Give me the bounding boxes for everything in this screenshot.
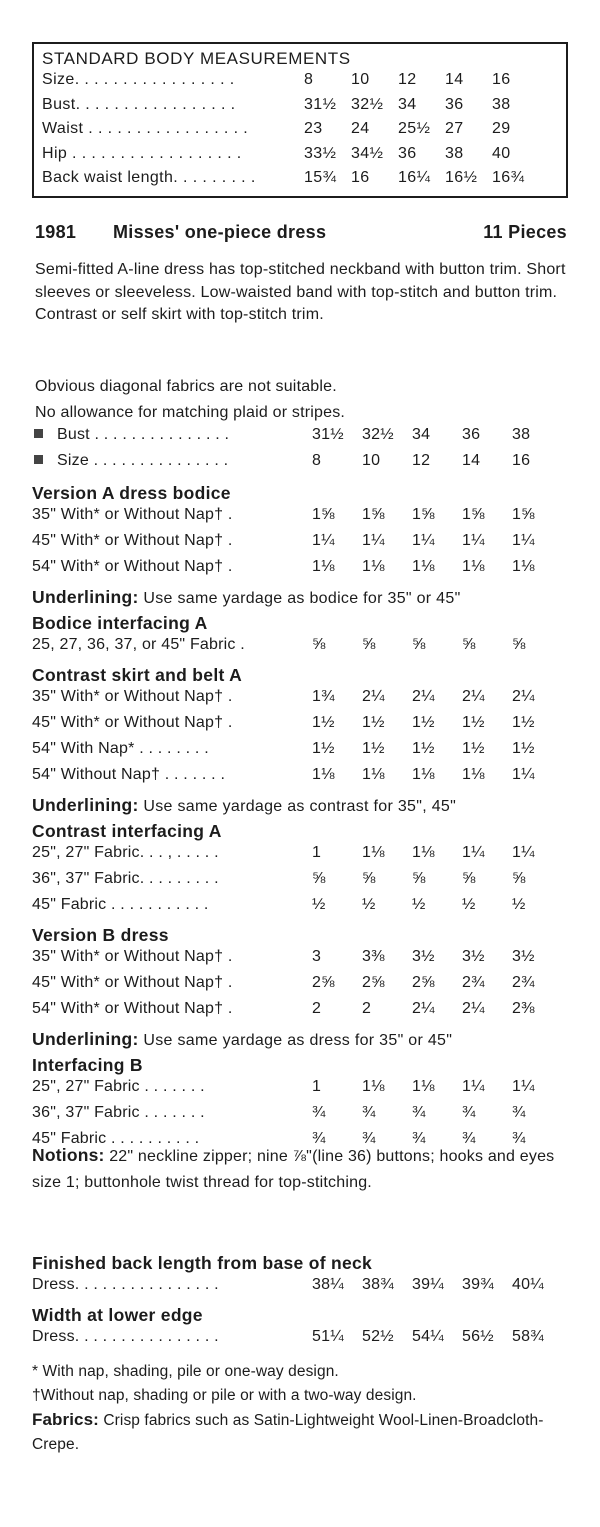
yardage-chart <box>32 480 572 1156</box>
bust-size-value: 14 <box>462 452 481 469</box>
yardage-value: 2⅝ <box>312 974 335 991</box>
yardage-value: 39¾ <box>462 1276 494 1293</box>
measurement-value: 16 <box>351 169 370 186</box>
measurement-value: 27 <box>445 120 464 137</box>
pattern-pieces: 11 Pieces <box>483 222 567 242</box>
yardage-value: 1¼ <box>512 1078 535 1095</box>
yardage-value: 1½ <box>512 714 535 731</box>
section-heading-text: Finished back length from base of neck <box>32 1253 373 1273</box>
measurement-row <box>42 96 566 121</box>
yardage-label: 25, 27, 36, 37, or 45" Fabric . <box>32 636 245 653</box>
yardage-label: 54" With* or Without Nap† . <box>32 1000 233 1017</box>
bust-size-value: 32½ <box>362 426 394 443</box>
section-heading-note: Use same yardage as bodice for 35" or 45" <box>138 590 461 607</box>
yardage-value: 1⅝ <box>362 506 385 523</box>
yardage-value: 1¼ <box>312 532 335 549</box>
footnote-with-nap: * With nap, shading, pile or one-way design. <box>32 1363 339 1380</box>
pattern-description: Semi-fitted A-line dress has top-stitched neckband with button trim. Short sleeves or sleeveless. Low-waisted band with top-stitch and button trim. Contrast or self skirt with top-stitch trim. <box>35 261 566 323</box>
yardage-value: 2⅝ <box>412 974 435 991</box>
yardage-value: 2 <box>312 1000 322 1017</box>
standard-body-measurements-table <box>32 42 568 198</box>
note-plaid: No allowance for matching plaid or stripes. <box>35 404 346 421</box>
yardage-value: ⅝ <box>512 636 526 653</box>
yardage-label: 54" Without Nap† . . . . . . . <box>32 766 226 783</box>
yardage-value: 51¼ <box>312 1328 344 1345</box>
measurement-value: 33½ <box>304 144 337 162</box>
yardage-value: 1⅛ <box>362 1078 385 1095</box>
yardage-value: 1½ <box>512 740 535 757</box>
section-heading-note: Use same yardage as dress for 35" or 45" <box>138 1032 453 1049</box>
yardage-row <box>32 636 572 662</box>
yardage-value: ¾ <box>462 1104 476 1121</box>
yardage-value: 3½ <box>462 948 485 965</box>
yardage-label: 54" With Nap* . . . . . . . . <box>32 740 209 757</box>
yardage-value: 1½ <box>462 740 485 757</box>
measurement-value: 31½ <box>304 95 337 113</box>
measurement-row <box>42 145 566 170</box>
measurement-row <box>42 71 566 96</box>
fabrics-note <box>32 1408 572 1457</box>
yardage-label: 35" With* or Without Nap† . <box>32 948 233 965</box>
measurement-row <box>42 169 566 194</box>
section-heading <box>32 662 572 688</box>
section-heading-text: Bodice interfacing A <box>32 613 208 633</box>
yardage-value: 2⅜ <box>512 1000 535 1017</box>
measurement-value: 16¼ <box>398 169 431 186</box>
yardage-value: ¾ <box>312 1104 326 1121</box>
yardage-row <box>32 688 572 714</box>
yardage-value: 2¼ <box>462 688 485 705</box>
yardage-label: 35" With* or Without Nap† . <box>32 506 233 523</box>
yardage-value: ¾ <box>512 1104 526 1121</box>
yardage-value: 56½ <box>462 1328 494 1345</box>
yardage-value: 1¼ <box>412 532 435 549</box>
yardage-row <box>32 844 572 870</box>
bust-size-value: 10 <box>362 452 381 469</box>
bust-size-value: 8 <box>312 452 322 469</box>
bust-size-value: 38 <box>512 426 531 443</box>
measurement-value: 38 <box>445 144 464 162</box>
bust-size-label-text: Size . . . . . . . . . . . . . . . <box>57 452 229 469</box>
yardage-value: 1½ <box>312 740 335 757</box>
section-heading <box>32 1052 572 1078</box>
yardage-value: 1½ <box>412 740 435 757</box>
footnote-without-nap: †Without nap, shading or pile or with a two-way design. <box>32 1387 417 1404</box>
yardage-row <box>32 948 572 974</box>
section-heading <box>32 610 572 636</box>
yardage-row <box>32 766 572 792</box>
yardage-row <box>32 1078 572 1104</box>
pattern-title: Misses' one-piece dress <box>113 222 327 242</box>
yardage-row <box>32 740 572 766</box>
yardage-value: ½ <box>312 896 326 913</box>
measurement-value: 16 <box>492 71 511 88</box>
section-heading-text: Underlining: <box>32 795 139 815</box>
yardage-row <box>32 1328 572 1354</box>
yardage-value: 54¼ <box>412 1328 444 1345</box>
measurement-value: 15¾ <box>304 169 337 186</box>
yardage-label: 54" With* or Without Nap† . <box>32 558 233 575</box>
yardage-value: 40¼ <box>512 1276 544 1293</box>
yardage-value: ⅝ <box>312 870 326 887</box>
yardage-value: 1½ <box>462 714 485 731</box>
yardage-value: ¾ <box>362 1130 376 1147</box>
yardage-row <box>32 896 572 922</box>
yardage-value: 2⅝ <box>362 974 385 991</box>
bust-size-label <box>32 426 312 444</box>
yardage-value: 1½ <box>312 714 335 731</box>
measurement-value: 40 <box>492 144 511 162</box>
notions <box>32 1142 572 1196</box>
yardage-value: 1½ <box>412 714 435 731</box>
measurement-value: 38 <box>492 95 511 113</box>
yardage-value: ¾ <box>512 1130 526 1147</box>
section-heading <box>32 480 572 506</box>
bust-size-table <box>32 426 572 478</box>
section-heading <box>32 1302 572 1328</box>
yardage-value: 1⅛ <box>362 844 385 861</box>
yardage-value: ⅝ <box>362 870 376 887</box>
yardage-label: 45" With* or Without Nap† . <box>32 974 233 991</box>
measurement-value: 32½ <box>351 95 384 113</box>
section-heading-text: Version B dress <box>32 925 169 945</box>
yardage-label: 45" With* or Without Nap† . <box>32 532 233 549</box>
notions-text: 22" neckline zipper; nine ⅞"(line 36) buttons; hooks and eyes size 1; buttonhole twist thread for top-stitching. <box>32 1148 555 1191</box>
measurement-value: 16¾ <box>492 169 525 186</box>
measurement-label: Bust. . . . . . . . . . . . . . . . . <box>42 95 236 113</box>
yardage-value: 38¾ <box>362 1276 394 1293</box>
yardage-row <box>32 532 572 558</box>
yardage-value: 1⅝ <box>512 506 535 523</box>
yardage-row <box>32 714 572 740</box>
section-heading <box>32 818 572 844</box>
yardage-value: 1¼ <box>362 532 385 549</box>
measurement-row <box>42 120 566 145</box>
yardage-value: 1⅛ <box>412 558 435 575</box>
yardage-value: ½ <box>512 896 526 913</box>
yardage-value: ⅝ <box>412 870 426 887</box>
section-heading-text: Contrast skirt and belt A <box>32 665 243 685</box>
fabrics-label: Fabrics: <box>32 1410 99 1429</box>
yardage-value: ⅝ <box>512 870 526 887</box>
yardage-value: ¾ <box>412 1104 426 1121</box>
section-heading <box>32 584 572 610</box>
square-bullet-icon <box>34 429 43 438</box>
yardage-value: 39¼ <box>412 1276 444 1293</box>
note-diagonal: Obvious diagonal fabrics are not suitable. <box>35 378 337 395</box>
yardage-value: 1¼ <box>462 532 485 549</box>
yardage-value: 1¼ <box>462 844 485 861</box>
yardage-row <box>32 1000 572 1026</box>
yardage-value: 1⅛ <box>512 558 535 575</box>
section-heading <box>32 792 572 818</box>
section-heading-note: Use same yardage as contrast for 35", 45" <box>138 798 457 815</box>
yardage-value: 1⅛ <box>412 1078 435 1095</box>
yardage-value: 1¼ <box>462 1078 485 1095</box>
measurement-value: 36 <box>445 95 464 113</box>
yardage-value: 2¾ <box>512 974 535 991</box>
bust-size-row <box>32 426 572 452</box>
section-heading-text: Underlining: <box>32 587 139 607</box>
yardage-row <box>32 558 572 584</box>
yardage-value: ¾ <box>462 1130 476 1147</box>
yardage-value: 1¼ <box>512 532 535 549</box>
yardage-label: 36", 37" Fabric . . . . . . . <box>32 1104 205 1121</box>
section-heading-text: Width at lower edge <box>32 1305 203 1325</box>
yardage-value: ⅝ <box>412 636 426 653</box>
yardage-row <box>32 1276 572 1302</box>
measurement-value: 12 <box>398 71 417 88</box>
section-heading <box>32 1250 572 1276</box>
yardage-label: 25", 27" Fabric . . . . . . . <box>32 1078 205 1095</box>
measurement-value: 34½ <box>351 144 384 162</box>
yardage-label: Dress. . . . . . . . . . . . . . . . <box>32 1328 219 1345</box>
yardage-label: 45" Fabric . . . . . . . . . . <box>32 1130 200 1147</box>
measurement-value: 23 <box>304 120 323 137</box>
measurement-value: 36 <box>398 144 417 162</box>
yardage-value: 2¼ <box>362 688 385 705</box>
yardage-value: 2¼ <box>512 688 535 705</box>
measurement-value: 29 <box>492 120 511 137</box>
yardage-value: 1¼ <box>512 766 535 783</box>
yardage-value: 2¼ <box>412 688 435 705</box>
yardage-value: ⅝ <box>462 636 476 653</box>
measurement-label: Back waist length. . . . . . . . . <box>42 169 256 186</box>
yardage-value: ½ <box>412 896 426 913</box>
section-heading <box>32 1026 572 1052</box>
yardage-value: 3 <box>312 948 322 965</box>
section-heading-text: Underlining: <box>32 1029 139 1049</box>
yardage-value: 2¾ <box>462 974 485 991</box>
yardage-value: 38¼ <box>312 1276 344 1293</box>
yardage-value: 1½ <box>362 740 385 757</box>
yardage-value: 1¾ <box>312 688 335 705</box>
section-heading <box>32 922 572 948</box>
bust-size-value: 36 <box>462 426 481 443</box>
yardage-value: 3½ <box>512 948 535 965</box>
section-heading-text: Interfacing B <box>32 1055 143 1075</box>
bust-size-row <box>32 452 572 478</box>
yardage-value: 1½ <box>362 714 385 731</box>
pattern-notes <box>35 374 570 426</box>
yardage-label: 45" With* or Without Nap† . <box>32 714 233 731</box>
yardage-value: 2¼ <box>412 1000 435 1017</box>
section-heading-text: Contrast interfacing A <box>32 821 222 841</box>
notions-label: Notions: <box>32 1145 105 1165</box>
yardage-value: 1⅝ <box>412 506 435 523</box>
measurement-label: Size. . . . . . . . . . . . . . . . . <box>42 71 235 88</box>
measurement-value: 14 <box>445 71 464 88</box>
yardage-value: 2 <box>362 1000 372 1017</box>
yardage-label: Dress. . . . . . . . . . . . . . . . <box>32 1276 219 1293</box>
yardage-label: 25", 27" Fabric. . . , . . . . . <box>32 844 219 861</box>
measurement-value: 8 <box>304 71 314 88</box>
yardage-label: 45" Fabric . . . . . . . . . . . <box>32 896 209 913</box>
bust-size-label-text: Bust . . . . . . . . . . . . . . . <box>57 426 230 443</box>
yardage-value: ½ <box>362 896 376 913</box>
bust-size-value: 16 <box>512 452 531 469</box>
square-bullet-icon <box>34 455 43 464</box>
yardage-label: 36", 37" Fabric. . . . . . . . . <box>32 870 219 887</box>
section-heading-text: Version A dress bodice <box>32 483 231 503</box>
yardage-value: 1⅝ <box>312 506 335 523</box>
yardage-value: 1⅛ <box>462 558 485 575</box>
yardage-value: 1⅛ <box>362 558 385 575</box>
yardage-value: 52½ <box>362 1328 394 1345</box>
yardage-value: 1⅛ <box>412 766 435 783</box>
yardage-value: 3½ <box>412 948 435 965</box>
measurement-value: 10 <box>351 71 370 88</box>
yardage-value: ¾ <box>412 1130 426 1147</box>
measurement-value: 16½ <box>445 169 478 186</box>
yardage-label: 35" With* or Without Nap† . <box>32 688 233 705</box>
yardage-value: 1⅛ <box>312 766 335 783</box>
bust-size-value: 34 <box>412 426 431 443</box>
bust-size-label <box>32 452 312 470</box>
measurement-value: 34 <box>398 95 417 113</box>
pattern-heading <box>35 222 567 243</box>
measurements-title: STANDARD BODY MEASUREMENTS <box>42 49 351 68</box>
yardage-value: ¾ <box>362 1104 376 1121</box>
measurement-label: Hip . . . . . . . . . . . . . . . . . . <box>42 144 242 162</box>
yardage-row <box>32 974 572 1000</box>
yardage-value: 3⅜ <box>362 948 385 965</box>
yardage-value: 1 <box>312 844 322 861</box>
yardage-row <box>32 870 572 896</box>
finished-measurements <box>32 1250 572 1354</box>
yardage-value: 1⅛ <box>312 558 335 575</box>
yardage-value: 1⅛ <box>362 766 385 783</box>
yardage-value: 1⅝ <box>462 506 485 523</box>
bust-size-value: 31½ <box>312 426 344 443</box>
yardage-value: 2¼ <box>462 1000 485 1017</box>
yardage-value: ⅝ <box>462 870 476 887</box>
yardage-value: 1⅛ <box>412 844 435 861</box>
yardage-row <box>32 1104 572 1130</box>
measurement-label: Waist . . . . . . . . . . . . . . . . . <box>42 120 249 137</box>
yardage-row <box>32 506 572 532</box>
yardage-value: ½ <box>462 896 476 913</box>
fabrics-text: Crisp fabrics such as Satin-Lightweight Wool-Linen-Broadcloth-Crepe. <box>32 1412 544 1453</box>
bust-size-value: 12 <box>412 452 431 469</box>
yardage-value: 58¾ <box>512 1328 544 1345</box>
yardage-value: 1¼ <box>512 844 535 861</box>
footnotes <box>32 1360 572 1457</box>
yardage-value: ¾ <box>312 1130 326 1147</box>
pattern-number: 1981 <box>35 222 77 242</box>
measurement-value: 24 <box>351 120 370 137</box>
yardage-value: ⅝ <box>312 636 326 653</box>
yardage-value: 1 <box>312 1078 322 1095</box>
measurement-value: 25½ <box>398 120 431 137</box>
yardage-value: 1⅛ <box>462 766 485 783</box>
yardage-value: ⅝ <box>362 636 376 653</box>
